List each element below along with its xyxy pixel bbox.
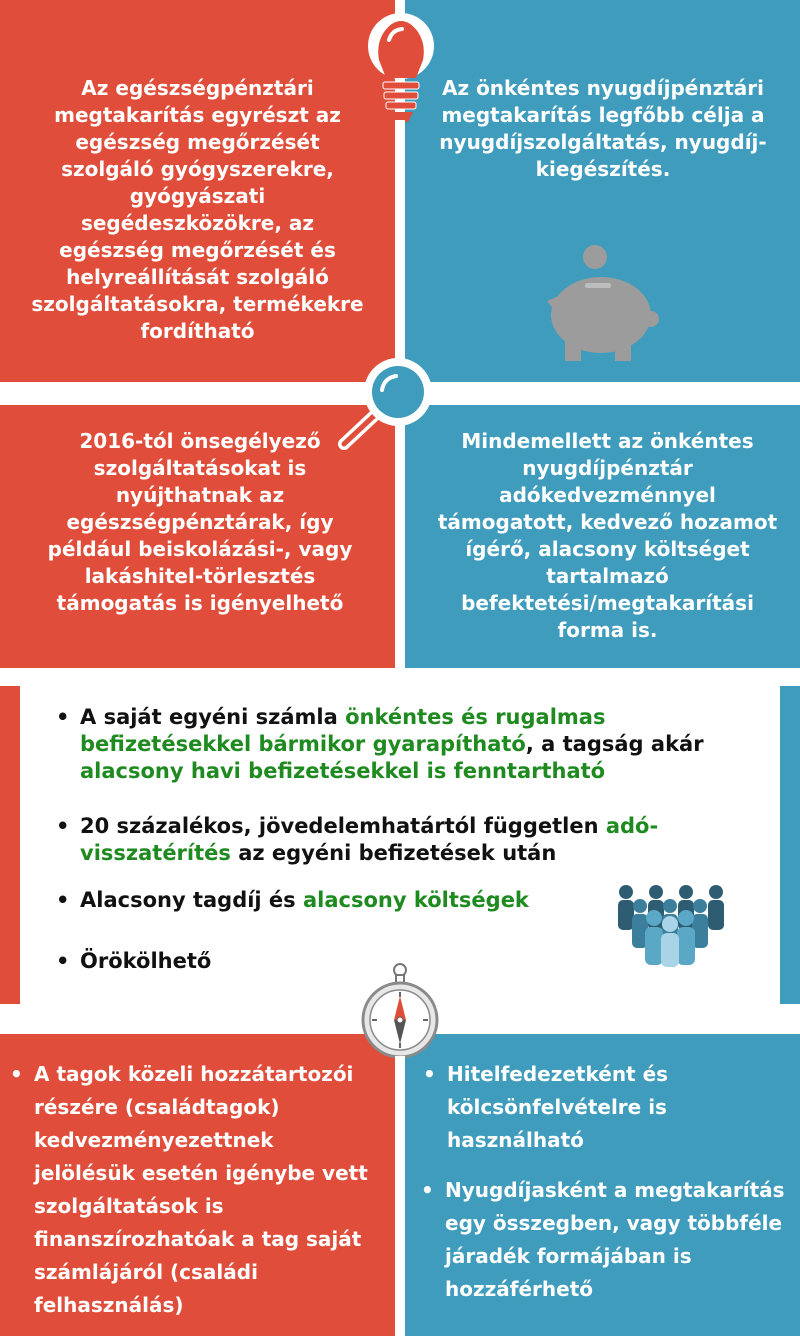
- list-item: • Nyugdíjasként a megtakarítás egy összegben, vagy többféle járadék formájában is hozzáférhető: [445, 1174, 800, 1306]
- mid-right-text: Mindemellett az önkéntes nyugdíjpénztár adókedvezménnyel támogatott, kedvező hozamot ígérő, alacsony költséget tartalmazó befektetési/megtakarítási forma is.: [437, 429, 778, 642]
- benefit-item: • Alacsony tagdíj és alacsony költségek: [80, 887, 600, 914]
- magnifier-icon: [330, 352, 442, 456]
- list-item: • A tagok közeli hozzátartozói részére (családtagok) kedvezményezettnek jelölésük esetén igénybe vett szolgáltatások is finanszírozhatóak a tag saját számlájáról (családi felhasználás): [34, 1058, 374, 1322]
- center-divider: [395, 120, 405, 356]
- top-right-text: Az önkéntes nyugdíjpénztári megtakarítás legfőbb célja a nyugdíjszolgáltatás, nyugdíj-kiegészítés.: [439, 76, 767, 181]
- piggy-bank-icon: [543, 245, 661, 365]
- list-item: • Hitelfedezetként és kölcsönfelvételre is használható: [447, 1058, 757, 1157]
- benefit-item: • A saját egyéni számla önkéntes és rugalmas befizetésekkel bármikor gyarapítható, a tagság akár alacsony havi befizetésekkel is fenntartható: [80, 704, 720, 785]
- mid-left-text: 2016-tól önsegélyező szolgáltatásokat is nyújthatnak az egészségpénztárak, így például beiskolázási-, vagy lakáshitel-törlesztés támogatás is igényelhető: [47, 429, 353, 615]
- compass-icon: [358, 962, 442, 1058]
- benefit-item: • 20 százalékos, jövedelemhatártól független adó-visszatérítés az egyéni befizetések után: [80, 813, 720, 867]
- top-left-text: Az egészségpénztári megtakarítás egyrészt az egészség megőrzését szolgáló gyógyszerekre, gyógyászati segédeszközökre, az egészség megőrzését és helyreállítását szolgáló szolgáltatásokra, termékekre fordítható: [31, 76, 364, 343]
- lightbulb-icon: [356, 8, 446, 126]
- center-divider: [395, 448, 405, 686]
- benefit-item: • Örökölhető: [80, 948, 480, 975]
- center-divider: [395, 1056, 405, 1336]
- people-group-icon: [612, 884, 730, 968]
